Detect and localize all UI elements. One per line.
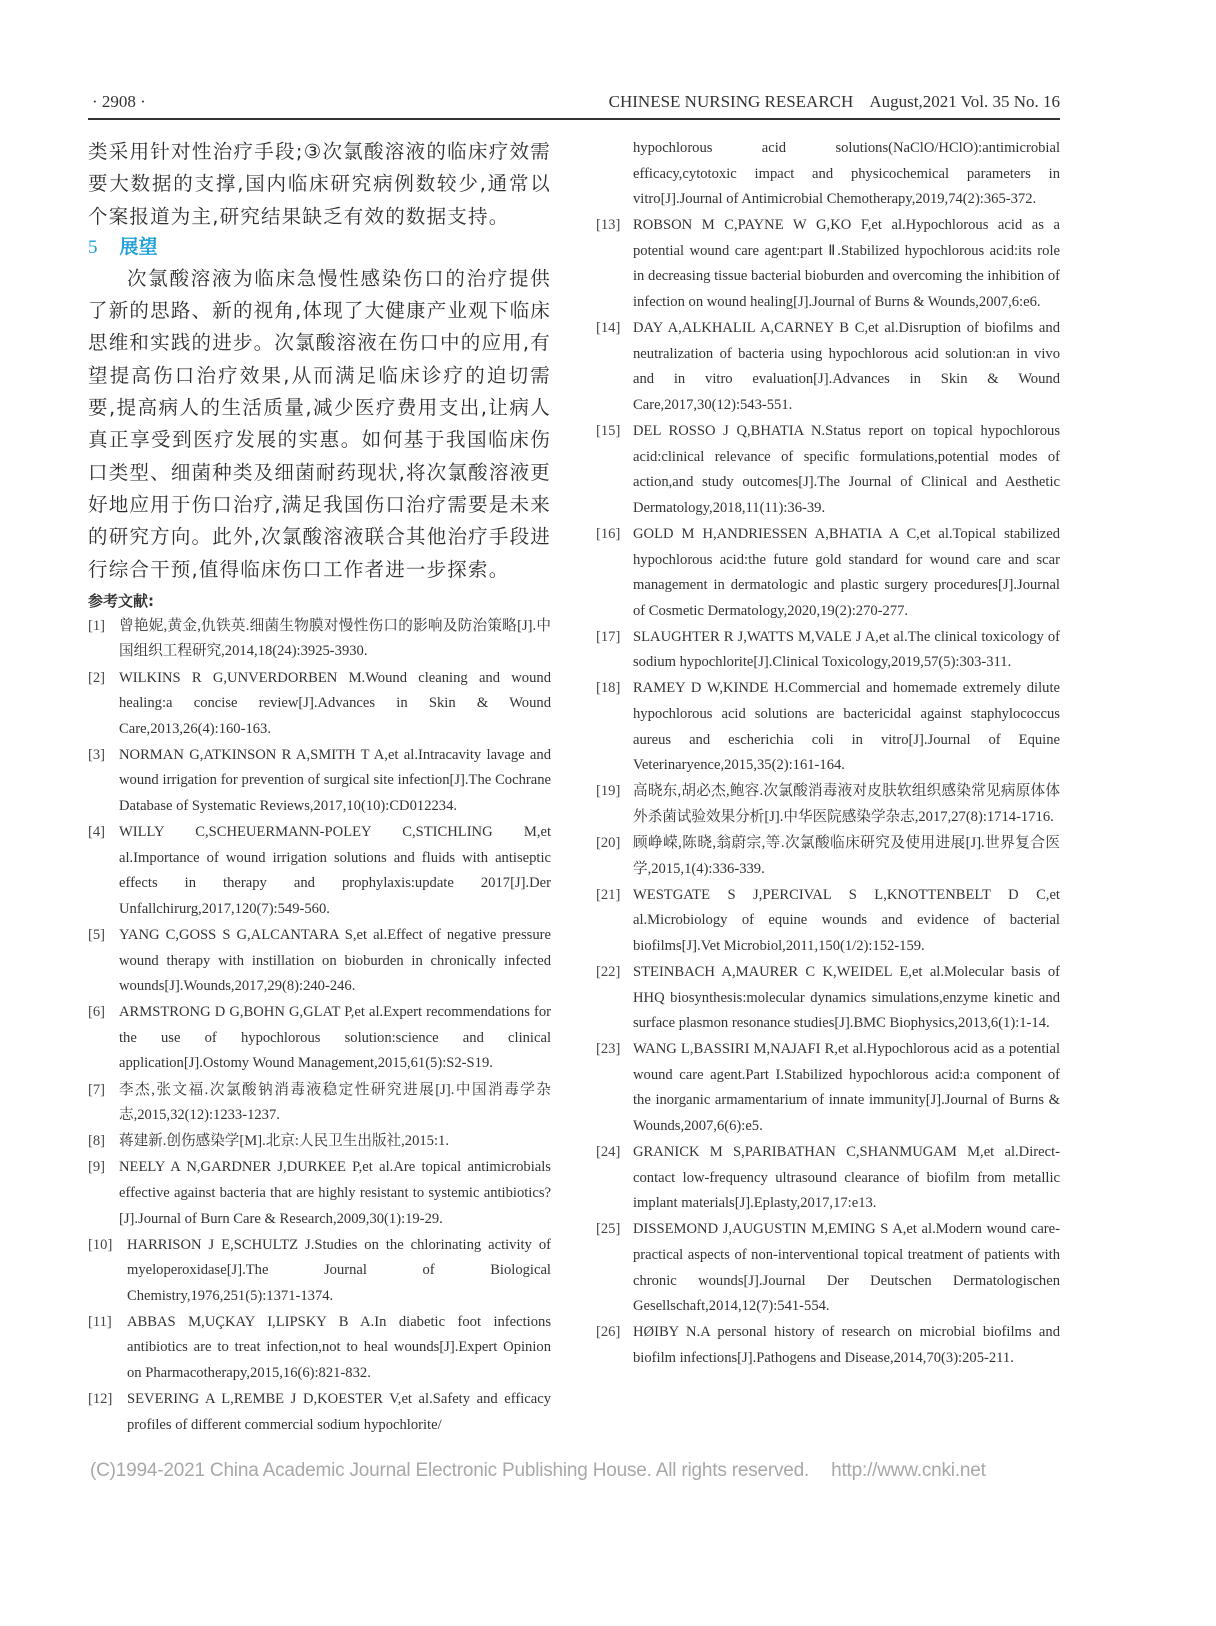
section-number: 5 xyxy=(88,236,98,258)
reference-text: YANG C,GOSS S G,ALCANTARA S,et al.Effect of negative pressure wound therapy with instillation on bioburden in chronically infected wounds[J].Wounds,2017,29(8):240-246. xyxy=(119,926,551,995)
reference-item xyxy=(597,676,1060,778)
reference-item xyxy=(88,1387,551,1438)
reference-text: DISSEMOND J,AUGUSTIN M,EMING S A,et al.Modern wound care-practical aspects of non-interventional topical treatment of patients with chronic wounds[J].Journal Der Deutschen Dermatologischen Gesellschaft,2014,12(7):541-554. xyxy=(633,1221,1060,1315)
copyright-text: (C)1994-2021 China Academic Journal Electronic Publishing House. All rights reserved. xyxy=(90,1460,810,1481)
reference-number: [19] xyxy=(596,783,621,800)
reference-number: [16] xyxy=(596,525,621,542)
reference-number: [1] xyxy=(88,617,106,634)
reference-item xyxy=(88,923,551,1000)
reference-number: [17] xyxy=(596,628,621,645)
reference-item xyxy=(88,666,551,743)
reference-number: [12] xyxy=(88,1391,113,1408)
reference-number: [3] xyxy=(88,746,106,763)
reference-number: [14] xyxy=(596,320,621,337)
journal-citation-header: CHINESE NURSING RESEARCH August,2021 Vol. 35 No. 16 xyxy=(608,92,1060,111)
reference-text: ABBAS M,UÇKAY I,LIPSKY B A.In diabetic foot infections antibiotics are to treat infection,not to heal wounds[J].Expert Opinion on Pharmacotherapy,2015,16(6):821-832. xyxy=(127,1313,551,1382)
reference-item xyxy=(597,522,1060,624)
reference-list-left xyxy=(88,614,551,1439)
reference-text: HØIBY N.A personal history of research on microbial biofilms and biofilm infections[J].Pathogens and Disease,2014,70(3):205-211. xyxy=(633,1324,1060,1366)
reference-item xyxy=(597,831,1060,882)
reference-number: [23] xyxy=(596,1041,621,1058)
reference-text: 顾峥嵘,陈晓,翁蔚宗,等.次氯酸临床研究及使用进展[J].世界复合医学,2015,1(4):336-339. xyxy=(633,835,1060,877)
reference-text: WANG L,BASSIRI M,NAJAFI R,et al.Hypochlorous acid as a potential wound care agent.Part I.Stabilized hypochlorous acid:a component of the inorganic armamentarium of innate immunity[J].Journal of Burns & Wounds,2007,6(6):e5. xyxy=(633,1041,1060,1135)
reference-text: GRANICK M S,PARIBATHAN C,SHANMUGAM M,et al.Direct-contact low-frequency ultrasound clearance of biofilm from metallic implant materials[J].Eplasty,2017,17:e13. xyxy=(633,1144,1060,1212)
reference-text: NORMAN G,ATKINSON R A,SMITH T A,et al.Intracavity lavage and wound irrigation for prevention of surgical site infection[J].The Cochrane Database of Systematic Reviews,2017,10(10):CD012234. xyxy=(119,746,551,815)
reference-text: ARMSTRONG D G,BOHN G,GLAT P,et al.Expert recommendations for the use of hypochlorous solution:science and clinical application[J].Ostomy Wound Management,2015,61(5):S2-S19. xyxy=(119,1004,551,1072)
section-title: 展望 xyxy=(119,235,158,258)
reference-number: [4] xyxy=(88,824,106,841)
reference-number: [6] xyxy=(88,1004,106,1021)
reference-item xyxy=(88,614,551,665)
reference-number: [26] xyxy=(596,1324,621,1341)
references-title: 参考文献: xyxy=(88,591,154,610)
reference-item xyxy=(597,1140,1060,1217)
reference-text: WILLY C,SCHEUERMANN-POLEY C,STICHLING M,et al.Importance of wound irrigation solutions and fluids with antiseptic effects in therapy and prophylaxis:update 2017[J].Der Unfallchirurg,2017,120(7):549-560. xyxy=(119,824,551,917)
reference-number: [5] xyxy=(88,926,106,943)
reference-12-continuation: hypochlorous acid solutions(NaClO/HClO):antimicrobial efficacy,cytotoxic impact and physicochemical parameters in vitro[J].Journal of Antimicrobial Chemotherapy,2019,74(2):365-372. xyxy=(633,140,1060,208)
reference-text: 蒋建新.创伤感染学[M].北京:人民卫生出版社,2015:1. xyxy=(119,1133,449,1150)
reference-number: [13] xyxy=(596,217,621,234)
reference-item xyxy=(88,1155,551,1232)
reference-text: WESTGATE S J,PERCIVAL S L,KNOTTENBELT D C,et al.Microbiology of equine wounds and evidence of bacterial biofilms[J].Vet Microbiol,2011,150(1/2):152-159. xyxy=(633,886,1060,954)
reference-list-right xyxy=(597,213,1060,1371)
outlook-paragraph: 次氯酸溶液为临床急慢性感染伤口的治疗提供了新的思路、新的视角,体现了大健康产业观下临床思维和实践的进步。次氯酸溶液在伤口中的应用,有望提高伤口治疗效果,从而满足临床诊疗的迫切需要,提高病人的生活质量,减少医疗费用支出,让病人真正享受到医疗发展的实惠。如何基于我国临床伤口类型、细菌种类及细菌耐药现状,将次氯酸溶液更好地应用于伤口治疗,满足我国伤口治疗需要是未来的研究方向。此外,次氯酸溶液联合其他治疗手段进行综合干预,值得临床伤口工作者进一步探索。 xyxy=(88,266,551,581)
reference-text: NEELY A N,GARDNER J,DURKEE P,et al.Are topical antimicrobials effective against bacteria that are highly resistant to systemic antibiotics?[J].Journal of Burn Care & Research,2009,30(1):19-29. xyxy=(119,1159,551,1227)
copyright-footer xyxy=(90,1460,1090,1482)
reference-item xyxy=(597,213,1060,315)
section-heading xyxy=(88,232,551,263)
reference-number: [22] xyxy=(596,964,621,980)
reference-text: DEL ROSSO J Q,BHATIA N.Status report on topical hypochlorous acid:clinical relevance of specific formulations,potential modes of action,and study outcomes[J].The Journal of Clinical and Aesthetic Dermatology,2018,11(11):36-39. xyxy=(633,423,1060,516)
reference-number: [24] xyxy=(596,1144,621,1161)
reference-text: WILKINS R G,UNVERDORBEN M.Wound cleaning and wound healing:a concise review[J].Advances in Skin & Wound Care,2013,26(4):160-163. xyxy=(119,669,551,737)
reference-number: [11] xyxy=(88,1313,112,1330)
reference-number: [20] xyxy=(596,835,621,852)
reference-number: [21] xyxy=(596,886,621,903)
reference-text: GOLD M H,ANDRIESSEN A,BHATIA A C,et al.Topical stabilized hypochlorous acid:the future gold standard for wound care and scar management in dermatologic and plastic surgery procedures[J].Journal of Cosmetic Dermatology,2020,19(2):270-277. xyxy=(633,525,1060,619)
reference-number: [10] xyxy=(88,1236,113,1253)
reference-text: STEINBACH A,MAURER C K,WEIDEL E,et al.Molecular basis of HHQ biosynthesis:molecular dynamics simulations,enzyme kinetic and surface plasmon resonance studies[J].BMC Biophysics,2013,6(1):1-14. xyxy=(633,964,1060,1032)
reference-text: DAY A,ALKHALIL A,CARNEY B C,et al.Disruption of biofilms and neutralization of bacteria using hypochlorous acid solution:an in vivo and in vitro evaluation[J].Advances in Skin & Wound Care,2017,30(12):543-551. xyxy=(633,320,1060,413)
reference-item xyxy=(597,883,1060,960)
reference-item xyxy=(597,779,1060,830)
reference-number: [2] xyxy=(88,669,106,686)
continuation-paragraph: 类采用针对性治疗手段;③次氯酸溶液的临床疗效需要大数据的支撑,国内临床研究病例数较少,通常以个案报道为主,研究结果缺乏有效的数据支持。 xyxy=(88,140,551,228)
reference-text: 曾艳妮,黄金,仇铁英.细菌生物膜对慢性伤口的影响及防治策略[J].中国组织工程研究,2014,18(24):3925-3930. xyxy=(119,617,551,660)
reference-item xyxy=(597,625,1060,676)
reference-item xyxy=(597,419,1060,521)
reference-text: RAMEY D W,KINDE H.Commercial and homemade extremely dilute hypochlorous acid solutions are bactericidal against staphylococcus aureus and escherichia coli in vitro[J].Journal of Equine Veterinaryence,2015,35(2):161-164. xyxy=(633,680,1060,774)
reference-item xyxy=(88,1233,551,1310)
reference-number: [25] xyxy=(596,1221,621,1238)
reference-item-continuation xyxy=(597,136,1060,213)
right-column xyxy=(597,136,1060,1372)
reference-item xyxy=(88,1000,551,1077)
cnki-link[interactable]: http://www.cnki.net xyxy=(831,1460,986,1481)
reference-number: [8] xyxy=(88,1133,106,1150)
reference-item xyxy=(597,960,1060,1037)
reference-item xyxy=(597,316,1060,418)
reference-text: HARRISON J E,SCHULTZ J.Studies on the chlorinating activity of myeloperoxidase[J].The Journal of Biological Chemistry,1976,251(5):1371-1374. xyxy=(127,1236,551,1304)
reference-text: 李杰,张文福.次氯酸钠消毒液稳定性研究进展[J].中国消毒学杂志,2015,32(12):1233-1237. xyxy=(119,1081,551,1124)
reference-item xyxy=(88,1129,551,1155)
reference-text: 高晓东,胡必杰,鲍容.次氯酸消毒液对皮肤软组织感染常见病原体体外杀菌试验效果分析[J].中华医院感染学杂志,2017,27(8):1714-1716. xyxy=(633,783,1060,825)
reference-item xyxy=(88,743,551,820)
reference-number: [15] xyxy=(596,423,621,440)
reference-item xyxy=(88,820,551,922)
reference-text: ROBSON M C,PAYNE W G,KO F,et al.Hypochlorous acid as a potential wound care agent:part Ⅱ.Stabilized hypochlorous acid:its role in decreasing tissue bacterial bioburden and overcoming the inhibition of infection on wound healing[J].Journal of Burns & Wounds,2007,6:e6. xyxy=(633,217,1060,311)
page-number: · 2908 · xyxy=(92,92,146,111)
reference-item xyxy=(597,1320,1060,1371)
reference-text: SEVERING A L,REMBE J D,KOESTER V,et al.Safety and efficacy profiles of different commercial sodium hypochlorite/ xyxy=(127,1391,551,1433)
left-column xyxy=(88,136,551,1439)
reference-number: [9] xyxy=(88,1159,106,1176)
reference-number: [18] xyxy=(596,680,621,697)
page-header xyxy=(88,88,1060,120)
reference-item xyxy=(597,1217,1060,1319)
reference-item xyxy=(597,1037,1060,1139)
reference-text: SLAUGHTER R J,WATTS M,VALE J A,et al.The clinical toxicology of sodium hypochlorite[J].Clinical Toxicology,2019,57(5):303-311. xyxy=(633,628,1060,671)
reference-number: [7] xyxy=(88,1081,106,1098)
reference-item xyxy=(88,1078,551,1129)
reference-item xyxy=(88,1310,551,1387)
